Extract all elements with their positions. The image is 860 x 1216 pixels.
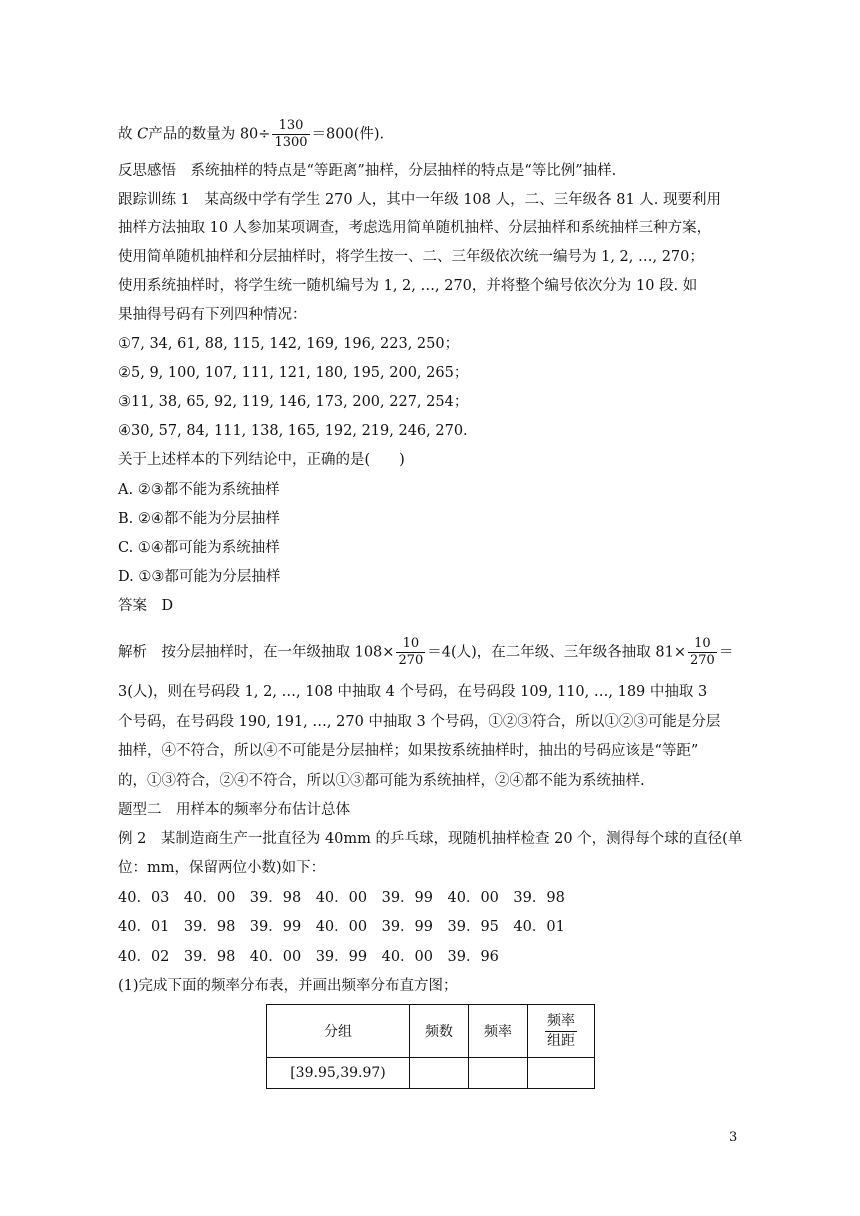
exercise-line-4: 使用系统抽样时，将学生统一随机编号为 1, 2, …, 270，并将整个编号依次分为 10 段. 如 (118, 278, 698, 294)
text-suffix: ＝800(件). (311, 126, 385, 143)
header-frequency-count: 频数 (410, 1005, 469, 1058)
fraction-denominator: 1300 (274, 135, 308, 150)
option-d: D. ①③都可能为分层抽样 (118, 569, 281, 585)
header-frequency-rate: 频率 (469, 1005, 528, 1058)
header-fraction (545, 1012, 577, 1051)
solution-line-5: 的，①③符合，②④不符合，所以①③都可能为系统抽样，②④都不能为系统抽样. (118, 773, 645, 789)
header-rate-per-width (528, 1005, 595, 1058)
text-prefix: 故 (118, 126, 133, 143)
header-group: 分组 (267, 1005, 410, 1058)
data-row-1: 40．03 40．00 39．98 40．00 39．99 40．00 39．98 (118, 890, 565, 906)
table-header-row (267, 1005, 595, 1058)
text-variable-c: C (137, 126, 149, 143)
cell-count (410, 1058, 469, 1089)
fraction-denominator: 270 (690, 653, 715, 668)
option-a: A. ②③都不能为系统抽样 (118, 482, 280, 498)
solution-line-2: 3(人)，则在号码段 1, 2, …, 108 中抽取 4 个号码，在号码段 109, 110, …, 189 中抽取 3 (118, 684, 708, 700)
solution-text-c: ＝ (718, 644, 734, 661)
cell-rate (469, 1058, 528, 1089)
fraction-numerator: 130 (272, 118, 309, 135)
sample-case-3: ③11, 38, 65, 92, 119, 146, 173, 200, 227, 254； (118, 394, 469, 410)
page-number: 3 (729, 1130, 738, 1145)
option-b: B. ②④都不能为分层抽样 (118, 511, 280, 527)
fraction-130-1300 (272, 118, 309, 151)
answer-line: 答案 D (118, 598, 174, 614)
solution-line-4: 抽样，④不符合，所以④不可能是分层抽样；如果按系统抽样时，抽出的号码应该是“等距” (118, 743, 699, 759)
data-row-3: 40．02 39．98 40．00 39．99 40．00 39．96 (118, 949, 499, 965)
header-fraction-denominator: 组距 (547, 1032, 575, 1049)
question-line: 关于上述样本的下列结论中，正确的是( ) (118, 452, 405, 468)
exercise-line-1: 跟踪训练 1 某高级中学有学生 270 人，其中一年级 108 人，二、三年级各 81 人. 现要利用 (118, 192, 722, 208)
solution-line-3: 个号码，在号码段 190, 191, …, 270 中抽取 3 个号码，①②③符合，所以①②③可能是分层 (118, 714, 721, 730)
frequency-table (266, 1004, 595, 1089)
reflection-line: 反思感悟 系统抽样的特点是“等距离”抽样，分层抽样的特点是“等比例”抽样. (118, 163, 617, 179)
fraction-denominator: 270 (398, 653, 424, 668)
exercise-line-2: 抽样方法抽取 10 人参加某项调查，考虑选用简单随机抽样、分层抽样和系统抽样三种方案， (118, 220, 712, 236)
cell-rate-per-width (528, 1058, 595, 1089)
sample-case-1: ①7, 34, 61, 88, 115, 142, 169, 196, 223, 250； (118, 336, 460, 352)
section-heading: 题型二 用样本的频率分布估计总体 (118, 802, 350, 818)
example-line-1: 例 2 某制造商生产一批直径为 40mm 的乒乓球，现随机抽样检查 20 个，测得每个球的直径(单 (118, 831, 743, 847)
fraction-10-270-first (396, 636, 425, 669)
example-line-2: 位：mm，保留两位小数)如下： (118, 860, 326, 876)
sample-case-2: ②5, 9, 100, 107, 111, 121, 180, 195, 200, 265； (118, 365, 469, 381)
exercise-line-5: 果抽得号码有下列四种情况： (118, 307, 307, 323)
option-c: C. ①④都可能为系统抽样 (118, 540, 280, 556)
line-c-product-count (118, 118, 744, 151)
solution-line-1 (118, 636, 744, 669)
fraction-numerator: 10 (396, 636, 425, 653)
exercise-line-3: 使用简单随机抽样和分层抽样时，将学生按一、二、三年级依次统一编号为 1, 2, …, 270； (118, 249, 704, 265)
text-middle: 产品的数量为 80÷ (148, 126, 271, 143)
solution-text-b: ＝4(人)，在二年级、三年级各抽取 81× (427, 644, 687, 661)
solution-text-a: 解析 按分层抽样时，在一年级抽取 108× (118, 644, 395, 661)
sample-case-4: ④30, 57, 84, 111, 138, 165, 192, 219, 246, 270. (118, 423, 468, 439)
data-row-2: 40．01 39．98 39．99 40．00 39．99 39．95 40．01 (118, 919, 565, 935)
fraction-numerator: 10 (688, 636, 717, 653)
cell-group: [39.95,39.97) (267, 1058, 410, 1089)
fraction-10-270-second (688, 636, 717, 669)
header-fraction-numerator: 频率 (545, 1012, 577, 1032)
table-row (267, 1058, 595, 1089)
task-line: (1)完成下面的频率分布表，并画出频率分布直方图； (118, 978, 458, 994)
